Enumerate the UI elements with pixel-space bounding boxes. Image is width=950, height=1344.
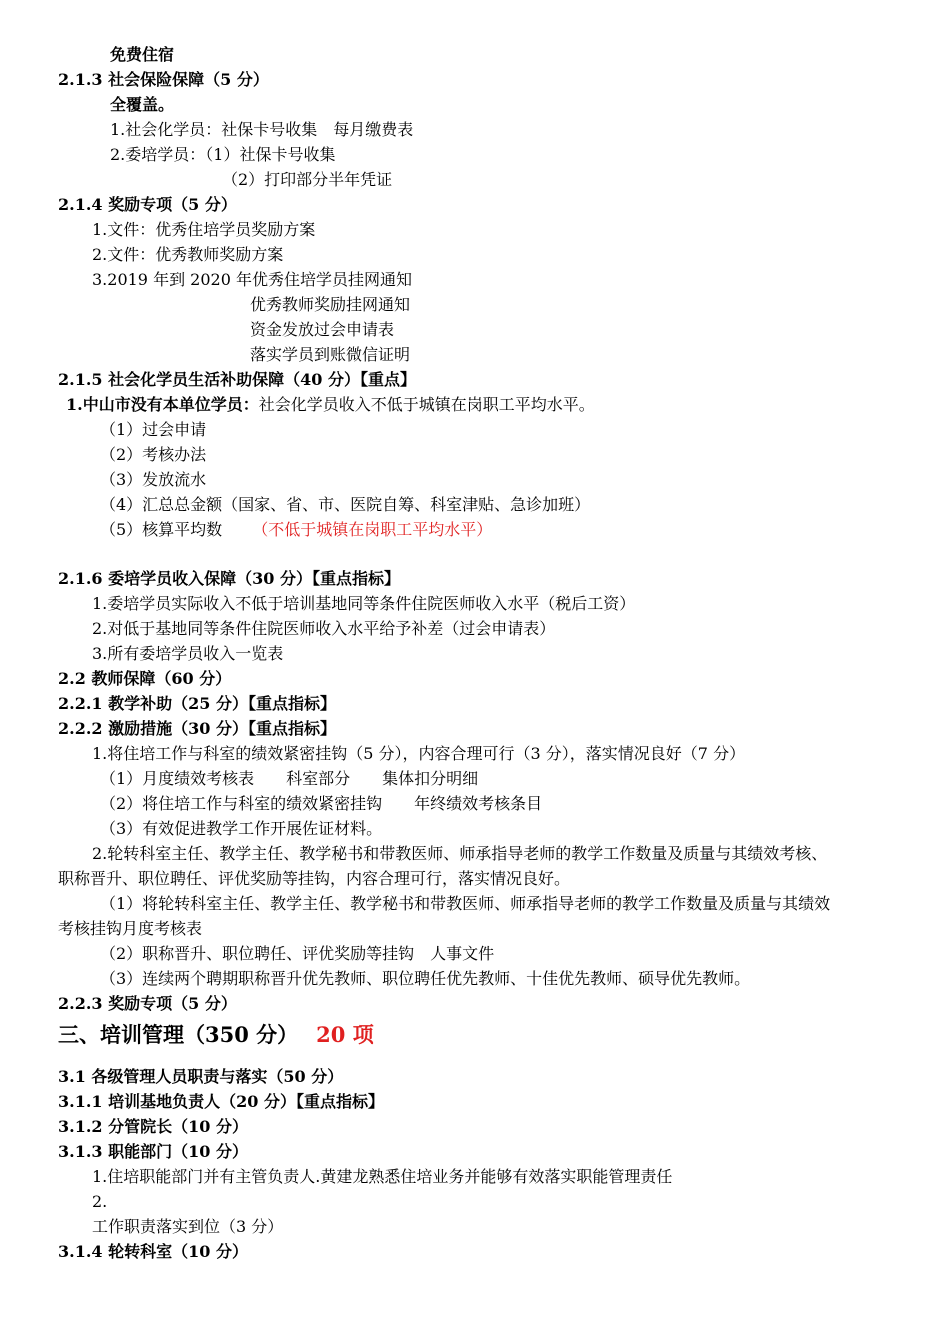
text-line: 工作职责落实到位（3 分） xyxy=(92,1217,284,1236)
section-heading: 2.1.3 社会保险保障（5 分） xyxy=(58,70,269,89)
chapter-title: 三、培训管理（350 分） xyxy=(58,1022,299,1047)
text-line: （3）连续两个聘期职称晋升优先教师、职位聘任优先教师、十佳优先教师、硕导优先教师。 xyxy=(100,969,751,988)
chapter-heading xyxy=(58,1021,374,1049)
text-line: 2. xyxy=(92,1192,108,1211)
text-line: 2.对低于基地同等条件住院医师收入水平给予补差（过会申请表） xyxy=(92,619,556,638)
text-line: 资金发放过会申请表 xyxy=(250,320,395,339)
text-lead: （5）核算平均数 xyxy=(100,520,223,539)
chapter-count: 20 项 xyxy=(316,1022,374,1047)
section-heading: 3.1.1 培训基地负责人（20 分）【重点指标】 xyxy=(58,1092,384,1111)
text-line: 1.社会化学员：社保卡号收集 每月缴费表 xyxy=(110,120,414,139)
text-line: （3）有效促进教学工作开展佐证材料。 xyxy=(100,819,383,838)
text-rest: 社会化学员收入不低于城镇在岗职工平均水平。 xyxy=(258,395,595,414)
text-line: 3.2019 年到 2020 年优秀住培学员挂网通知 xyxy=(92,270,412,289)
text-line: 2.委培学员：（1）社保卡号收集 xyxy=(110,145,336,164)
section-heading: 2.1.6 委培学员收入保障（30 分）【重点指标】 xyxy=(58,569,400,588)
text-line: 1.住培职能部门并有主管负责人.黄建龙熟悉住培业务并能够有效落实职能管理责任 xyxy=(92,1167,673,1186)
text-line: （3）发放流水 xyxy=(100,470,207,489)
text-line: 免费住宿 xyxy=(110,45,175,64)
text-line: 1.将住培工作与科室的绩效紧密挂钩（5 分），内容合理可行（3 分），落实情况良好（7 分） xyxy=(92,744,746,763)
text-line: （2）职称晋升、职位聘任、评优奖励等挂钩 人事文件 xyxy=(100,944,495,963)
section-heading: 2.2 教师保障（60 分） xyxy=(58,669,232,688)
emphasis-note: （不低于城镇在岗职工平均水平） xyxy=(252,520,493,539)
text-line: 1.文件：优秀住培学员奖励方案 xyxy=(92,220,316,239)
text-line: （4）汇总总金额（国家、省、市、医院自筹、科室津贴、急诊加班） xyxy=(100,495,591,514)
section-heading: 3.1 各级管理人员职责与落实（50 分） xyxy=(58,1067,344,1086)
section-heading: 2.2.1 教学补助（25 分）【重点指标】 xyxy=(58,694,336,713)
text-line: 考核挂钩月度考核表 xyxy=(58,919,203,938)
text-line: 3.所有委培学员收入一览表 xyxy=(92,644,284,663)
section-heading: 2.2.3 奖励专项（5 分） xyxy=(58,994,237,1013)
section-heading: 3.1.2 分管院长（10 分） xyxy=(58,1117,248,1136)
text-line: （1）将轮转科室主任、教学主任、教学秘书和带教医师、师承指导老师的教学工作数量及质量与其绩效 xyxy=(100,894,831,913)
text-line: （2）考核办法 xyxy=(100,445,207,464)
text-line: 职称晋升、职位聘任、评优奖励等挂钩，内容合理可行，落实情况良好。 xyxy=(58,869,571,888)
text-lead: 1.中山市没有本单位学员： xyxy=(66,395,259,414)
section-heading: 2.2.2 激励措施（30 分）【重点指标】 xyxy=(58,719,336,738)
text-line: （1）月度绩效考核表 科室部分 集体扣分明细 xyxy=(100,769,479,788)
text-line: 全覆盖。 xyxy=(110,95,175,114)
text-line xyxy=(66,394,595,416)
text-line: 2.轮转科室主任、教学主任、教学秘书和带教医师、师承指导老师的教学工作数量及质量与其绩效考核、 xyxy=(92,844,828,863)
section-heading: 2.1.4 奖励专项（5 分） xyxy=(58,195,237,214)
text-line: 优秀教师奖励挂网通知 xyxy=(250,295,411,314)
text-line xyxy=(100,519,492,541)
section-heading: 2.1.5 社会化学员生活补助保障（40 分）【重点】 xyxy=(58,370,416,389)
section-heading: 3.1.4 轮转科室（10 分） xyxy=(58,1242,248,1261)
text-line: 1.委培学员实际收入不低于培训基地同等条件住院医师收入水平（税后工资） xyxy=(92,594,636,613)
text-line: （1）过会申请 xyxy=(100,420,207,439)
text-line: （2）将住培工作与科室的绩效紧密挂钩 年终绩效考核条目 xyxy=(100,794,543,813)
text-line: （2）打印部分半年凭证 xyxy=(222,170,393,189)
text-line: 落实学员到账微信证明 xyxy=(250,345,411,364)
section-heading: 3.1.3 职能部门（10 分） xyxy=(58,1142,248,1161)
text-line: 2.文件：优秀教师奖励方案 xyxy=(92,245,284,264)
